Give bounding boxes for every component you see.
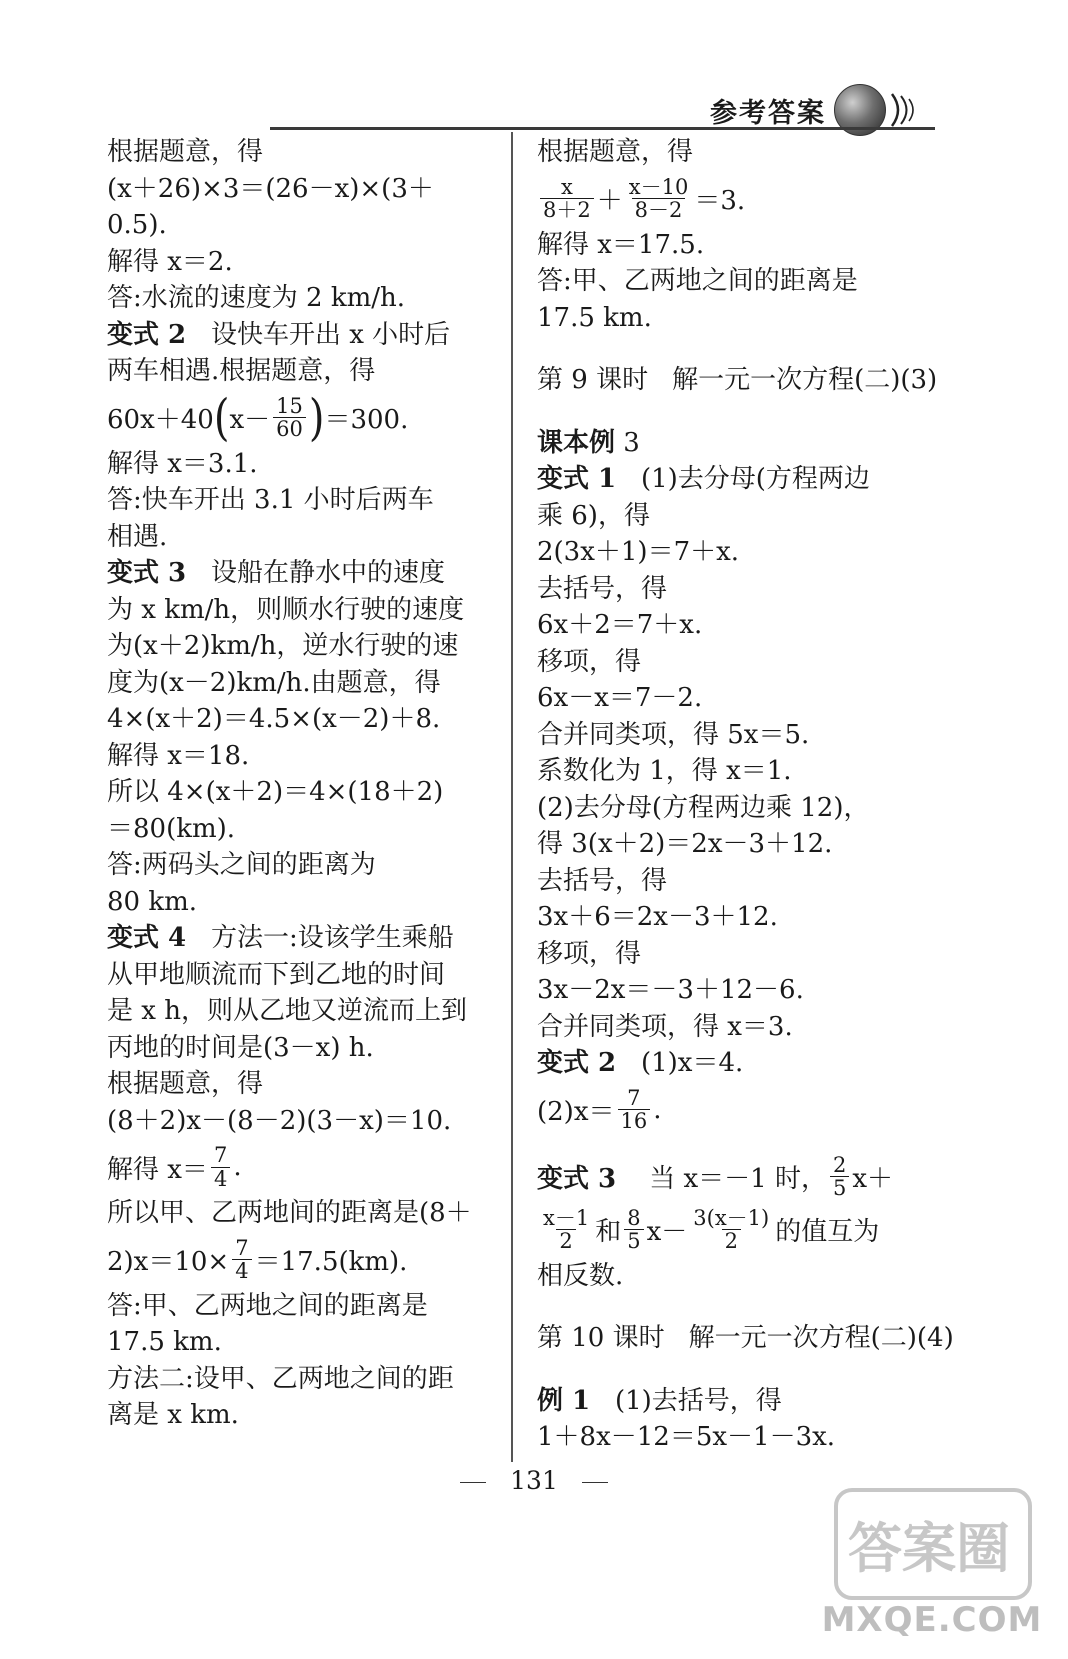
spacer bbox=[537, 336, 932, 362]
equation-part: ＝300. bbox=[324, 405, 409, 435]
equation-line: 6x＋2＝7＋x. bbox=[537, 610, 703, 640]
fraction bbox=[626, 176, 692, 221]
answer-line: 答:两码头之间的距离为 bbox=[107, 850, 376, 880]
variant-1-line bbox=[537, 461, 932, 498]
equation-line: 4×(x＋2)＝4.5×(x－2)＋8. bbox=[107, 704, 441, 734]
result-line: 解得 x＝3.1. bbox=[107, 448, 258, 479]
text-line: ＝80(km). bbox=[107, 813, 236, 844]
example-text: (1)去括号，得 bbox=[614, 1385, 782, 1416]
watermark-logo: 答案圈 bbox=[848, 1517, 1010, 1580]
numerator: x bbox=[560, 174, 573, 199]
text-line: 为 x km/h，则顺水行驶的速度 bbox=[107, 594, 465, 625]
numerator: x－1 bbox=[543, 1205, 590, 1230]
equation-part: ＋ bbox=[596, 186, 623, 216]
text-line: 移项，得 bbox=[537, 646, 642, 677]
equation-line: 2(3x＋1)＝7＋x. bbox=[537, 537, 740, 567]
equation-line: 得 3(x＋2)＝2x－3＋12. bbox=[537, 829, 833, 859]
text-line: 根据题意，得 bbox=[537, 137, 694, 167]
variant-3-line bbox=[107, 555, 492, 592]
page-number-dash bbox=[460, 1482, 486, 1483]
equation-line: 1＋8x－12＝5x－1－3x. bbox=[537, 1422, 836, 1452]
answer-line: 答:快车开出 3.1 小时后两车 bbox=[107, 485, 434, 515]
numerator: 7 bbox=[235, 1235, 249, 1260]
denominator: 8－2 bbox=[632, 198, 686, 221]
page-number-dash bbox=[582, 1482, 608, 1483]
expression-line bbox=[537, 1202, 932, 1258]
denominator: 2 bbox=[556, 1229, 575, 1252]
fraction bbox=[540, 176, 594, 221]
variant-label: 变式 1 bbox=[537, 464, 617, 494]
equation-line: 0.5). bbox=[107, 210, 167, 240]
denominator: 4 bbox=[211, 1167, 230, 1190]
spacer bbox=[537, 399, 932, 425]
lesson-number: 第 10 课时 bbox=[537, 1323, 665, 1353]
text-line: 去括号，得 bbox=[537, 573, 668, 604]
denominator: 16 bbox=[618, 1109, 651, 1132]
equation-part: 60x＋40 bbox=[107, 405, 214, 435]
fraction bbox=[830, 1154, 849, 1199]
result-line: 解得 x＝2. bbox=[107, 246, 233, 277]
variant-2-line bbox=[107, 317, 492, 354]
variant-label: 变式 4 bbox=[107, 923, 187, 953]
text-line: (2)去分母(方程两边乘 12)， bbox=[537, 792, 870, 823]
variant-4-line bbox=[107, 920, 492, 957]
equation-part: ＝17.5(km). bbox=[254, 1247, 408, 1277]
text-line: 两车相遇.根据题意，得 bbox=[107, 356, 376, 386]
right-paren: ) bbox=[308, 388, 325, 447]
variant-label: 变式 2 bbox=[107, 319, 187, 350]
variant-text: 方法一:设该学生乘船 bbox=[210, 923, 454, 953]
text-line: 所以 4×(x＋2)＝4×(18＋2) bbox=[107, 777, 444, 807]
text-line: 离是 x km. bbox=[107, 1400, 239, 1430]
text-line: 系数化为 1，得 x＝1. bbox=[537, 756, 792, 786]
variant-text: 当 x＝－1 时， bbox=[649, 1164, 827, 1194]
watermark bbox=[812, 1488, 1052, 1648]
text-line: 去括号，得 bbox=[537, 865, 668, 896]
text-line: 为(x＋2)km/h，逆水行驶的速 bbox=[107, 631, 459, 661]
result-line: 解得 x＝18. bbox=[107, 740, 250, 771]
variant-text: (1)去分母(方程两边 bbox=[640, 464, 870, 494]
fraction bbox=[232, 1237, 251, 1282]
result-part: 解得 x＝ bbox=[107, 1154, 208, 1185]
answer-line: 答:甲、乙两地之间的距离是 bbox=[107, 1290, 428, 1321]
column-divider bbox=[511, 132, 513, 1462]
equation-line: 3x－2x＝－3＋12－6. bbox=[537, 975, 804, 1005]
equation-with-fractions bbox=[537, 171, 932, 227]
text-line: 所以甲、乙两地间的距离是(8＋ bbox=[107, 1198, 472, 1228]
fraction bbox=[624, 1207, 643, 1252]
text-line: 根据题意，得 bbox=[107, 137, 264, 167]
variant-label: 变式 2 bbox=[537, 1048, 617, 1078]
right-column bbox=[537, 134, 954, 1456]
equation-with-fraction bbox=[107, 1232, 492, 1288]
fraction bbox=[540, 1207, 592, 1252]
numerator: 7 bbox=[213, 1143, 228, 1168]
left-paren: ( bbox=[213, 388, 230, 447]
example-label: 课本例 bbox=[537, 427, 616, 458]
variant-label: 变式 3 bbox=[107, 558, 187, 588]
example-1-line bbox=[537, 1383, 932, 1420]
header-title: 参考答案 bbox=[710, 97, 826, 129]
variant-text: x＋ bbox=[852, 1164, 894, 1194]
text-line: 乘 6)，得 bbox=[537, 500, 650, 531]
spacer bbox=[537, 1357, 932, 1383]
variant-text: 设船在静水中的速度 bbox=[210, 558, 445, 588]
text-line: 相反数. bbox=[537, 1260, 624, 1291]
result-with-fraction bbox=[107, 1139, 492, 1195]
lesson-title: 解一元一次方程(二)(4) bbox=[688, 1323, 954, 1353]
result-part: . bbox=[653, 1094, 662, 1125]
equation-part: 2)x＝10× bbox=[107, 1247, 230, 1277]
equation-line: (x＋26)×3＝(26－x)×(3＋ bbox=[107, 173, 434, 204]
result-part: (2)x＝ bbox=[537, 1097, 615, 1127]
text-line: 丙地的时间是(3－x) h. bbox=[107, 1032, 374, 1063]
result-with-fraction bbox=[537, 1082, 932, 1138]
lesson-title: 解一元一次方程(二)(3) bbox=[672, 365, 938, 395]
fraction bbox=[690, 1207, 772, 1252]
answer-line: 17.5 km. bbox=[537, 302, 652, 333]
text-line: 移项，得 bbox=[537, 938, 642, 969]
numerator: 7 bbox=[627, 1085, 641, 1110]
variant-3-line bbox=[537, 1152, 932, 1202]
denominator: 5 bbox=[830, 1176, 849, 1199]
denominator: 60 bbox=[273, 417, 306, 440]
equation-line: 6x－x＝7－2. bbox=[537, 683, 703, 713]
text-line: 合并同类项，得 x＝3. bbox=[537, 1011, 793, 1042]
left-column bbox=[107, 134, 492, 1434]
text-line: 合并同类项，得 5x＝5. bbox=[537, 719, 810, 750]
equation-part: ＝3. bbox=[694, 186, 746, 216]
denominator: 4 bbox=[232, 1259, 251, 1282]
answer-line: 答:水流的速度为 2 km/h. bbox=[107, 283, 406, 313]
result-line: 解得 x＝17.5. bbox=[537, 229, 705, 260]
numerator: 15 bbox=[276, 393, 303, 418]
header-rule bbox=[270, 127, 935, 130]
example-number: 3 bbox=[623, 427, 640, 458]
equation-with-fraction bbox=[107, 390, 492, 446]
variant-2-line bbox=[537, 1045, 932, 1082]
section-heading bbox=[537, 362, 938, 399]
denominator: 5 bbox=[624, 1229, 643, 1252]
answer-line: 答:甲、乙两地之间的距离是 bbox=[537, 266, 858, 296]
numerator: x－10 bbox=[628, 174, 689, 199]
variant-text: 设快车开出 x 小时后 bbox=[210, 319, 451, 350]
expression-part: 和 bbox=[595, 1217, 622, 1247]
spacer bbox=[537, 1294, 932, 1320]
result-part: . bbox=[233, 1152, 242, 1182]
numerator: 2 bbox=[832, 1152, 847, 1177]
variant-text: (1)x＝4. bbox=[640, 1048, 744, 1078]
equation-part: x－ bbox=[229, 405, 271, 435]
answer-line: 相遇. bbox=[107, 521, 168, 552]
expression-part: x－ bbox=[646, 1217, 688, 1247]
denominator: 2 bbox=[722, 1229, 741, 1252]
textbook-example-heading bbox=[537, 425, 932, 462]
equation-line: (8＋2)x－(8－2)(3－x)＝10. bbox=[107, 1105, 452, 1136]
text-line: 是 x h，则从乙地又逆流而上到 bbox=[107, 996, 467, 1026]
text-line: 度为(x－2)km/h.由题意，得 bbox=[107, 667, 441, 698]
numerator: 8 bbox=[627, 1205, 641, 1230]
fraction bbox=[618, 1087, 651, 1132]
variant-label: 变式 3 bbox=[537, 1164, 617, 1194]
text-line: 根据题意，得 bbox=[107, 1069, 264, 1099]
lesson-number: 第 9 课时 bbox=[537, 365, 649, 395]
page-number-text: 131 bbox=[510, 1466, 558, 1495]
denominator: 8＋2 bbox=[540, 198, 594, 221]
text-line: 方法二:设甲、乙两地之间的距 bbox=[107, 1363, 454, 1394]
fraction bbox=[211, 1144, 230, 1189]
example-label: 例 1 bbox=[537, 1385, 591, 1416]
header-decoration-arcs bbox=[888, 90, 918, 130]
spacer bbox=[537, 1138, 932, 1152]
watermark-site: MXQE.COM bbox=[821, 1600, 1043, 1640]
text-line: 从甲地顺流而下到乙地的时间 bbox=[107, 959, 446, 990]
answer-line: 17.5 km. bbox=[107, 1327, 222, 1357]
answer-line: 80 km. bbox=[107, 886, 198, 917]
section-heading bbox=[537, 1320, 954, 1357]
numerator: 3(x－1) bbox=[693, 1205, 770, 1230]
expression-part: 的值互为 bbox=[775, 1217, 880, 1247]
equation-line: 3x＋6＝2x－3＋12. bbox=[537, 902, 778, 932]
fraction bbox=[273, 395, 306, 440]
